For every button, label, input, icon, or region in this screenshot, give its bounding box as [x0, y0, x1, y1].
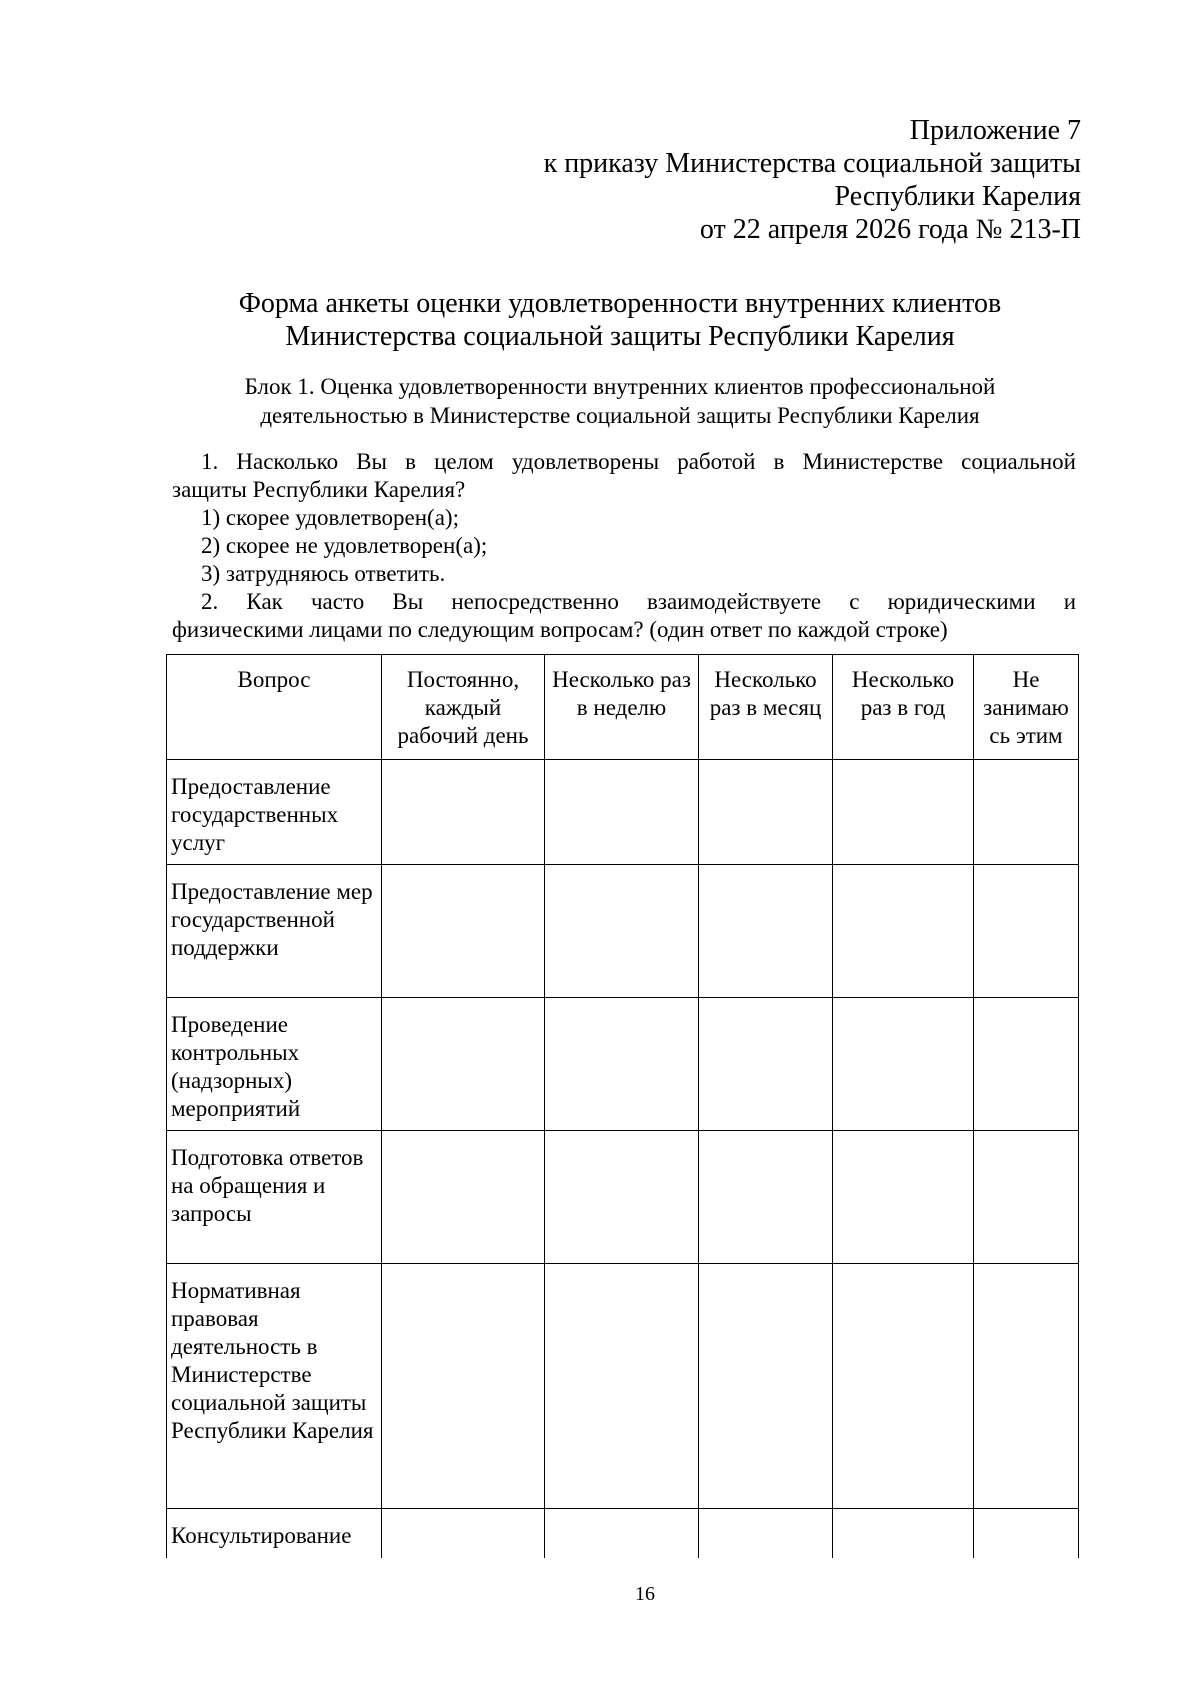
answer-cell[interactable] — [382, 1131, 545, 1264]
answer-cell[interactable] — [974, 760, 1079, 865]
frequency-table — [166, 654, 1079, 1558]
answer-cell[interactable] — [699, 865, 833, 998]
answer-cell[interactable] — [699, 1509, 833, 1558]
form-title-line: Министерства социальной защиты Республики Карелия — [285, 321, 955, 352]
row-question: Нормативная правовая деятельность в Министерстве социальной защиты Республики Карелия — [167, 1264, 382, 1509]
row-question: Подготовка ответов на обращения и запросы — [167, 1131, 382, 1264]
answer-cell[interactable] — [545, 1131, 699, 1264]
row-question: Предоставление государственных услуг — [167, 760, 382, 865]
row-question: Консультирование — [167, 1509, 382, 1558]
question-2-line: 2. Как часто Вы непосредственно взаимодействуете с юридическими и — [201, 589, 1076, 614]
answer-cell[interactable] — [974, 1264, 1079, 1509]
table-row — [167, 998, 1079, 1131]
answer-cell[interactable] — [699, 760, 833, 865]
answer-cell[interactable] — [545, 1509, 699, 1558]
answer-cell[interactable] — [833, 1264, 974, 1509]
appendix-line: Приложение 7 — [909, 115, 1081, 146]
table-header-row — [167, 655, 1079, 760]
column-header: Не занимаю сь этим — [974, 655, 1079, 760]
questions-text — [172, 448, 1076, 644]
answer-cell[interactable] — [699, 1131, 833, 1264]
row-question: Предоставление мер государственной поддержки — [167, 865, 382, 998]
answer-cell[interactable] — [382, 1264, 545, 1509]
question-1-option: 2) скорее не удовлетворен(а); — [201, 533, 488, 558]
row-question: Проведение контрольных (надзорных) мероприятий — [167, 998, 382, 1131]
answer-cell[interactable] — [699, 998, 833, 1131]
appendix-line: Республики Карелия — [834, 181, 1081, 212]
answer-cell[interactable] — [833, 1131, 974, 1264]
answer-cell[interactable] — [833, 760, 974, 865]
question-1-option: 1) скорее удовлетворен(а); — [201, 505, 459, 530]
answer-cell[interactable] — [833, 1509, 974, 1558]
answer-cell[interactable] — [974, 998, 1079, 1131]
column-header: Несколько раз в неделю — [545, 655, 699, 760]
answer-cell[interactable] — [974, 1509, 1079, 1558]
table-row — [167, 1264, 1079, 1509]
question-1-option: 3) затрудняюсь ответить. — [201, 561, 446, 586]
answer-cell[interactable] — [974, 865, 1079, 998]
question-1-line: защиты Республики Карелия? — [172, 477, 466, 502]
table-row — [167, 1131, 1079, 1264]
question-2-line: физическими лицами по следующим вопросам? (один ответ по каждой строке) — [172, 617, 948, 642]
answer-cell[interactable] — [382, 998, 545, 1131]
answer-cell[interactable] — [545, 865, 699, 998]
answer-cell[interactable] — [545, 998, 699, 1131]
page-number: 16 — [635, 1583, 655, 1605]
appendix-line: от 22 апреля 2026 года № 213-П — [699, 214, 1081, 245]
block-title-line: деятельностью в Министерстве социальной защиты Республики Карелия — [260, 403, 980, 428]
answer-cell[interactable] — [545, 760, 699, 865]
table-row — [167, 865, 1079, 998]
answer-cell[interactable] — [833, 998, 974, 1131]
column-header: Постоянно, каждый рабочий день — [382, 655, 545, 760]
answer-cell[interactable] — [382, 760, 545, 865]
form-title — [0, 287, 1200, 353]
column-header: Несколько раз в год — [833, 655, 974, 760]
answer-cell[interactable] — [382, 865, 545, 998]
answer-cell[interactable] — [382, 1509, 545, 1558]
column-header: Несколько раз в месяц — [699, 655, 833, 760]
answer-cell[interactable] — [833, 865, 974, 998]
answer-cell[interactable] — [699, 1264, 833, 1509]
question-1-line: 1. Насколько Вы в целом удовлетворены работой в Министерстве социальной — [201, 449, 1076, 474]
appendix-header — [544, 114, 1081, 246]
answer-cell[interactable] — [974, 1131, 1079, 1264]
table-row — [167, 1509, 1079, 1558]
block-title — [0, 372, 1200, 430]
table-row — [167, 760, 1079, 865]
form-title-line: Форма анкеты оценки удовлетворенности внутренних клиентов — [238, 288, 1002, 319]
answer-cell[interactable] — [545, 1264, 699, 1509]
appendix-line: к приказу Министерства социальной защиты — [543, 148, 1081, 179]
block-title-line: Блок 1. Оценка удовлетворенности внутренних клиентов профессиональной — [244, 374, 996, 399]
column-header: Вопрос — [167, 655, 382, 760]
